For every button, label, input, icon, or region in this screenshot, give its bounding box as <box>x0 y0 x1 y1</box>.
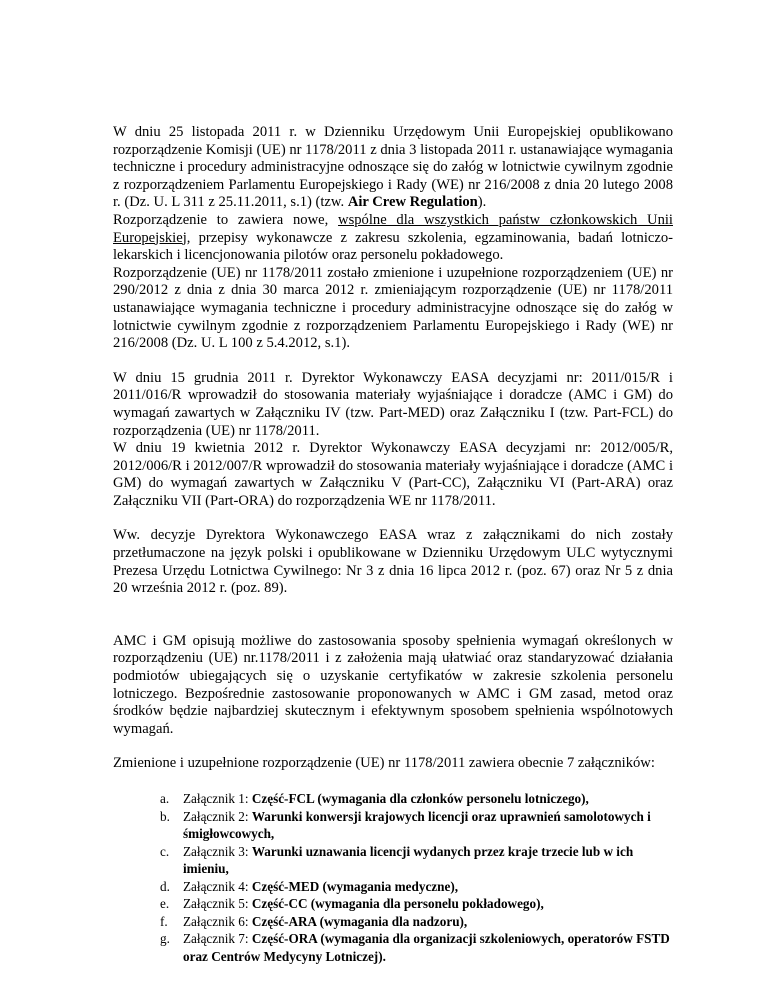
list-marker: f. <box>160 913 168 929</box>
paragraph-publication-end: ). <box>477 194 487 211</box>
paragraph-scope-pre: Rozporządzenie to zawiera nowe, <box>113 211 339 228</box>
spacer <box>113 353 673 370</box>
paragraph-publication-text: W dniu 25 listopada 2011 r. w Dzienniku Urzędowym Unii Europejskiej opublikowano rozporządzenie Komisji (UE) nr 1178/2011 z dnia 3 listopada 2011 r. ustanawiające wymagania techniczne i procedury administracyjne odnoszące się do załóg w lotnictwie cywilnym zgodnie z rozporządzeniem Parlamentu Europejskiego i Rady (WE) nr 216/2008 z dnia 20 lutego 2008 r. (Dz. U. L 311 z 25.11.2011, s.1) (tzw. <box>113 124 673 211</box>
list-item <box>113 930 673 965</box>
list-marker: b. <box>160 808 170 824</box>
paragraph-amc-gm: AMC i GM opisują możliwe do zastosowania sposoby spełnienia wymagań określonych w rozporządzeniu (UE) nr.1178/2011 i z założenia mają ułatwiać oraz standaryzować działania podmiotów ubiegających się o uzyskanie certyfikatów w zakresie szkolenia personelu lotniczego. Bezpośrednie zastosowanie proponowanych w AMC i GM zasad, metod oraz środków będzie najbardziej skutecznym i efektywnym sposobem spełnienia wspólnotowych wymagań. <box>113 632 673 737</box>
annex-title: Warunki uznawania licencji wydanych przez kraje trzecie lub w ich imieniu, <box>183 843 634 876</box>
list-marker: g. <box>160 931 170 946</box>
paragraph-publication <box>113 124 673 212</box>
paragraph-scope <box>113 212 673 265</box>
list-item <box>113 878 673 896</box>
list-item <box>113 790 673 808</box>
list-marker: d. <box>160 878 170 894</box>
document-body <box>113 124 673 965</box>
annex-label: Załącznik 6: <box>183 913 252 929</box>
list-item <box>113 843 673 878</box>
paragraph-scope-post: przepisy wykonawcze z zakresu szkolenia, egzaminowania, badań lotniczo-lekarskich i licencjonowania pilotów oraz personelu pokładowego. <box>113 229 673 264</box>
annex-list <box>113 790 673 965</box>
annex-title: Część-MED (wymagania medyczne), <box>251 878 459 894</box>
annex-title: Część-ARA (wymagania dla nadzoru), <box>251 913 468 929</box>
paragraph-translation: Ww. decyzje Dyrektora Wykonawczego EASA wraz z załącznikami do nich zostały przetłumaczone na język polski i opublikowane w Dzienniku Urzędowym ULC wytycznymi Prezesa Urzędu Lotnictwa Cywilnego: Nr 3 z dnia 16 lipca 2012 r. (poz. 67) oraz Nr 5 z dnia 20 września 2012 r. (poz. 89). <box>113 527 673 597</box>
annex-label: Załącznik 5: <box>183 896 252 911</box>
annex-title: Część-ORA (wymagania dla organizacji szkoleniowych, operatorów FSTD oraz Centrów Medycyny Lotniczej). <box>183 931 670 964</box>
paragraph-amendment: Rozporządzenie (UE) nr 1178/2011 zostało zmienione i uzupełnione rozporządzeniem (UE) nr 290/2012 z dnia z dnia 30 marca 2012 r. zmieniającym rozporządzenie (UE) nr 1178/2011 ustanawiające wymagania techniczne i procedury administracyjne odnoszące się do załóg w lotnictwie cywilnym zgodnie z rozporządzeniem Parlamentu Europejskiego i Rady (WE) nr 216/2008 (Dz. U. L 100 z 5.4.2012, s.1). <box>113 264 673 352</box>
list-marker: e. <box>160 896 170 911</box>
list-item <box>113 895 673 913</box>
spacer <box>113 773 673 790</box>
air-crew-regulation-term: Air Crew Regulation <box>347 194 478 211</box>
spacer <box>113 510 673 527</box>
paragraph-annexes-intro: Zmienione i uzupełnione rozporządzenie (UE) nr 1178/2011 zawiera obecnie 7 załączników: <box>113 755 655 772</box>
annex-label: Załącznik 3: <box>183 843 252 859</box>
annex-label: Załącznik 7: <box>183 931 252 946</box>
paragraph-easa-decision-2011: W dniu 15 grudnia 2011 r. Dyrektor Wykonawczy EASA decyzjami nr: 2011/015/R i 2011/016/R wprowadził do stosowania materiały wyjaśniające i doradcze (AMC i GM) do wymagań zawartych w Załączniku IV (tzw. Part-MED) oraz Załączniku I (tzw. Part-FCL) do rozporządzenia (UE) nr 1178/2011. <box>113 369 673 439</box>
list-marker: c. <box>160 843 170 859</box>
annex-label: Załącznik 1: <box>183 791 252 806</box>
paragraph-easa-decision-2012: W dniu 19 kwietnia 2012 r. Dyrektor Wykonawczy EASA decyzjami nr: 2012/005/R, 2012/006/R i 2012/007/R wprowadził do stosowania materiały wyjaśniające i doradcze (AMC i GM) do wymagań zawartych w Załączniku V (Part-CC), Załączniku VI (Part-ARA) oraz Załączniku VII (Part-ORA) do rozporządzenia WE nr 1178/2011. <box>113 440 673 509</box>
annex-title: Część-FCL (wymagania dla członków personelu lotniczego), <box>251 791 589 806</box>
annex-title: Warunki konwersji krajowych licencji oraz uprawnień samolotowych i śmigłowcowych, <box>183 808 651 841</box>
annex-title: Część-CC (wymagania dla personelu pokładowego), <box>251 896 544 911</box>
list-item <box>113 808 673 843</box>
spacer <box>113 598 673 633</box>
list-marker: a. <box>160 791 170 806</box>
paragraph-scope-underlined: wspólne dla wszystkich państw członkowskich Unii Europejskiej, <box>113 211 673 246</box>
annex-label: Załącznik 2: <box>183 808 252 824</box>
list-item <box>113 913 673 931</box>
spacer <box>113 738 673 755</box>
annex-label: Załącznik 4: <box>183 878 252 894</box>
